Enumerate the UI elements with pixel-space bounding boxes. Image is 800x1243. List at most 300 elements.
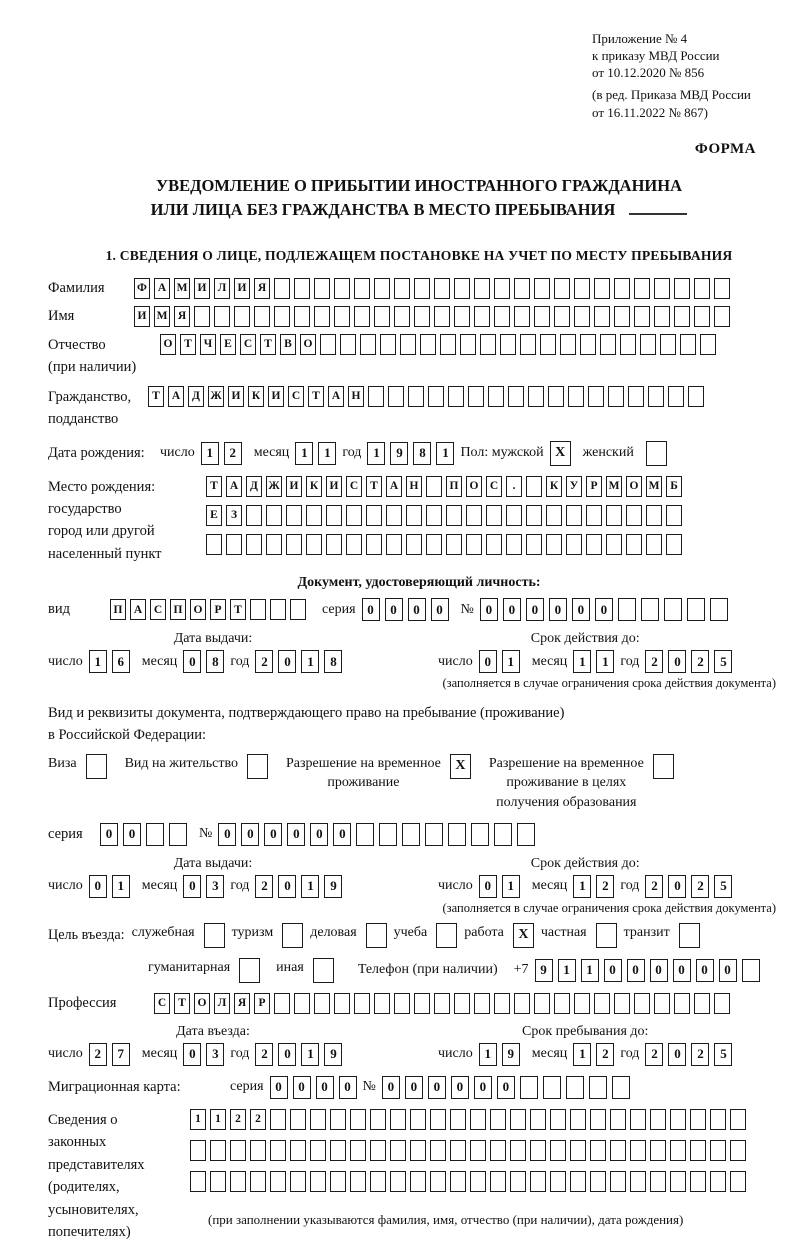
form-cell-filled[interactable]: . bbox=[506, 476, 522, 497]
form-cell-empty[interactable] bbox=[434, 278, 450, 299]
form-cell-filled[interactable]: 3 bbox=[206, 1043, 224, 1066]
form-cell-empty[interactable] bbox=[370, 1109, 386, 1130]
form-cell-empty[interactable] bbox=[214, 306, 230, 327]
form-cell-empty[interactable] bbox=[640, 334, 656, 355]
form-cell-filled[interactable]: И bbox=[326, 476, 342, 497]
form-cell-filled[interactable]: А bbox=[168, 386, 184, 407]
form-cell-empty[interactable] bbox=[508, 386, 524, 407]
form-cell-empty[interactable] bbox=[370, 1171, 386, 1192]
form-cell-empty[interactable] bbox=[426, 476, 442, 497]
form-cell-filled[interactable]: И bbox=[134, 306, 150, 327]
form-cell-filled[interactable]: 0 bbox=[474, 1076, 492, 1099]
other-purpose-checkbox[interactable] bbox=[313, 958, 334, 983]
form-cell-empty[interactable] bbox=[526, 505, 542, 526]
form-cell-empty[interactable] bbox=[694, 306, 710, 327]
form-cell-empty[interactable] bbox=[546, 534, 562, 555]
form-cell-empty[interactable] bbox=[554, 993, 570, 1014]
official-checkbox[interactable] bbox=[204, 923, 225, 948]
form-cell-filled[interactable]: 9 bbox=[324, 1043, 342, 1066]
form-cell-filled[interactable]: А bbox=[154, 278, 170, 299]
form-cell-filled[interactable]: О bbox=[160, 334, 176, 355]
form-cell-empty[interactable] bbox=[674, 278, 690, 299]
tourism-checkbox[interactable] bbox=[282, 923, 303, 948]
form-cell-empty[interactable] bbox=[226, 534, 242, 555]
form-cell-empty[interactable] bbox=[446, 505, 462, 526]
form-cell-filled[interactable]: 0 bbox=[405, 1076, 423, 1099]
form-cell-filled[interactable]: Т bbox=[260, 334, 276, 355]
form-cell-filled[interactable]: 0 bbox=[264, 823, 282, 846]
form-cell-empty[interactable] bbox=[606, 505, 622, 526]
form-cell-empty[interactable] bbox=[394, 278, 410, 299]
form-cell-empty[interactable] bbox=[466, 534, 482, 555]
form-cell-filled[interactable]: Т bbox=[180, 334, 196, 355]
residence-permit-checkbox[interactable] bbox=[247, 754, 268, 779]
form-cell-filled[interactable]: П bbox=[170, 599, 186, 620]
form-cell-filled[interactable]: 1 bbox=[502, 875, 520, 898]
form-cell-filled[interactable]: 1 bbox=[190, 1109, 206, 1130]
private-checkbox[interactable] bbox=[596, 923, 617, 948]
form-cell-empty[interactable] bbox=[594, 306, 610, 327]
form-cell-empty[interactable] bbox=[628, 386, 644, 407]
form-cell-empty[interactable] bbox=[282, 923, 303, 948]
form-cell-empty[interactable] bbox=[470, 1140, 486, 1161]
form-cell-empty[interactable] bbox=[654, 306, 670, 327]
form-cell-empty[interactable] bbox=[534, 306, 550, 327]
form-cell-filled[interactable]: К bbox=[306, 476, 322, 497]
form-cell-filled[interactable]: 5 bbox=[714, 650, 732, 673]
form-cell-empty[interactable] bbox=[454, 993, 470, 1014]
form-cell-empty[interactable] bbox=[634, 306, 650, 327]
form-cell-empty[interactable] bbox=[414, 278, 430, 299]
form-cell-empty[interactable] bbox=[274, 993, 290, 1014]
form-cell-filled[interactable]: 0 bbox=[278, 875, 296, 898]
form-cell-empty[interactable] bbox=[550, 1109, 566, 1130]
form-cell-filled[interactable]: М bbox=[646, 476, 662, 497]
form-cell-empty[interactable] bbox=[494, 306, 510, 327]
form-cell-filled[interactable]: Т bbox=[174, 993, 190, 1014]
form-cell-empty[interactable] bbox=[580, 334, 596, 355]
form-cell-filled[interactable]: 1 bbox=[301, 650, 319, 673]
form-cell-filled[interactable]: 0 bbox=[480, 598, 498, 621]
form-cell-filled[interactable]: 2 bbox=[255, 1043, 273, 1066]
form-cell-empty[interactable] bbox=[714, 993, 730, 1014]
form-cell-empty[interactable] bbox=[610, 1171, 626, 1192]
form-cell-empty[interactable] bbox=[646, 441, 667, 466]
form-cell-filled[interactable]: Т bbox=[308, 386, 324, 407]
form-cell-filled[interactable]: 0 bbox=[287, 823, 305, 846]
form-cell-empty[interactable] bbox=[430, 1109, 446, 1130]
form-cell-filled[interactable]: 8 bbox=[324, 650, 342, 673]
form-cell-filled[interactable]: 0 bbox=[183, 650, 201, 673]
form-cell-empty[interactable] bbox=[690, 1171, 706, 1192]
form-cell-empty[interactable] bbox=[310, 1109, 326, 1130]
form-cell-empty[interactable] bbox=[400, 334, 416, 355]
form-cell-empty[interactable] bbox=[194, 306, 210, 327]
form-cell-empty[interactable] bbox=[594, 993, 610, 1014]
form-cell-empty[interactable] bbox=[543, 1076, 561, 1099]
form-cell-empty[interactable] bbox=[586, 505, 602, 526]
form-cell-empty[interactable] bbox=[390, 1140, 406, 1161]
form-cell-empty[interactable] bbox=[546, 505, 562, 526]
form-cell-empty[interactable] bbox=[426, 534, 442, 555]
form-cell-empty[interactable] bbox=[634, 278, 650, 299]
form-cell-filled[interactable]: Б bbox=[666, 476, 682, 497]
form-cell-empty[interactable] bbox=[687, 598, 705, 621]
form-cell-empty[interactable] bbox=[430, 1140, 446, 1161]
form-cell-filled[interactable]: 2 bbox=[596, 1043, 614, 1066]
form-cell-empty[interactable] bbox=[254, 306, 270, 327]
form-cell-filled[interactable]: 0 bbox=[385, 598, 403, 621]
form-cell-empty[interactable] bbox=[486, 505, 502, 526]
form-cell-empty[interactable] bbox=[510, 1109, 526, 1130]
form-cell-empty[interactable] bbox=[742, 959, 760, 982]
form-cell-filled[interactable]: К bbox=[248, 386, 264, 407]
form-cell-empty[interactable] bbox=[448, 823, 466, 846]
form-cell-filled[interactable]: 6 bbox=[112, 650, 130, 673]
form-cell-filled[interactable]: А bbox=[226, 476, 242, 497]
form-cell-empty[interactable] bbox=[648, 386, 664, 407]
form-cell-empty[interactable] bbox=[660, 334, 676, 355]
form-cell-empty[interactable] bbox=[394, 993, 410, 1014]
form-cell-filled[interactable]: 0 bbox=[719, 959, 737, 982]
form-cell-empty[interactable] bbox=[366, 534, 382, 555]
form-cell-empty[interactable] bbox=[680, 334, 696, 355]
form-cell-filled[interactable]: А bbox=[386, 476, 402, 497]
form-cell-empty[interactable] bbox=[506, 505, 522, 526]
form-cell-filled[interactable]: 0 bbox=[604, 959, 622, 982]
form-cell-empty[interactable] bbox=[310, 1140, 326, 1161]
form-cell-filled[interactable]: А bbox=[328, 386, 344, 407]
form-cell-filled[interactable]: 0 bbox=[241, 823, 259, 846]
form-cell-empty[interactable] bbox=[570, 1140, 586, 1161]
form-cell-empty[interactable] bbox=[666, 505, 682, 526]
form-cell-filled[interactable]: 0 bbox=[100, 823, 118, 846]
form-cell-filled[interactable]: А bbox=[130, 599, 146, 620]
form-cell-empty[interactable] bbox=[548, 386, 564, 407]
form-cell-empty[interactable] bbox=[450, 1140, 466, 1161]
form-cell-empty[interactable] bbox=[386, 534, 402, 555]
form-cell-empty[interactable] bbox=[554, 278, 570, 299]
form-cell-empty[interactable] bbox=[374, 306, 390, 327]
sex-female-checkbox[interactable] bbox=[646, 441, 667, 466]
form-cell-empty[interactable] bbox=[566, 1076, 584, 1099]
sex-male-checkbox[interactable] bbox=[550, 441, 571, 466]
form-cell-empty[interactable] bbox=[574, 306, 590, 327]
form-cell-empty[interactable] bbox=[653, 754, 674, 779]
form-cell-empty[interactable] bbox=[290, 1109, 306, 1130]
form-cell-filled[interactable]: Т bbox=[230, 599, 246, 620]
form-cell-empty[interactable] bbox=[466, 505, 482, 526]
form-cell-empty[interactable] bbox=[488, 386, 504, 407]
form-cell-filled[interactable]: 0 bbox=[293, 1076, 311, 1099]
form-cell-empty[interactable] bbox=[274, 306, 290, 327]
form-cell-empty[interactable] bbox=[206, 534, 222, 555]
form-cell-empty[interactable] bbox=[610, 1140, 626, 1161]
form-cell-filled[interactable]: Л bbox=[214, 278, 230, 299]
form-cell-empty[interactable] bbox=[730, 1171, 746, 1192]
form-cell-empty[interactable] bbox=[146, 823, 164, 846]
form-cell-empty[interactable] bbox=[430, 1171, 446, 1192]
form-cell-filled[interactable]: В bbox=[280, 334, 296, 355]
form-cell-empty[interactable] bbox=[570, 1171, 586, 1192]
form-cell-filled[interactable]: 1 bbox=[479, 1043, 497, 1066]
form-cell-empty[interactable] bbox=[694, 278, 710, 299]
form-cell-empty[interactable] bbox=[290, 1171, 306, 1192]
form-cell-empty[interactable] bbox=[334, 993, 350, 1014]
form-cell-filled[interactable]: 2 bbox=[250, 1109, 266, 1130]
form-cell-filled[interactable]: О bbox=[194, 993, 210, 1014]
form-cell-empty[interactable] bbox=[294, 306, 310, 327]
form-cell-filled[interactable]: С bbox=[346, 476, 362, 497]
form-cell-filled[interactable]: 2 bbox=[691, 1043, 709, 1066]
form-cell-filled[interactable]: 0 bbox=[123, 823, 141, 846]
form-cell-filled[interactable]: 1 bbox=[436, 442, 454, 465]
form-cell-empty[interactable] bbox=[606, 534, 622, 555]
form-cell-empty[interactable] bbox=[550, 1140, 566, 1161]
form-cell-empty[interactable] bbox=[670, 1171, 686, 1192]
form-cell-filled[interactable]: Н bbox=[348, 386, 364, 407]
form-cell-empty[interactable] bbox=[590, 1171, 606, 1192]
form-cell-empty[interactable] bbox=[428, 386, 444, 407]
form-cell-empty[interactable] bbox=[366, 505, 382, 526]
form-cell-empty[interactable] bbox=[350, 1140, 366, 1161]
form-cell-filled[interactable]: 0 bbox=[89, 875, 107, 898]
form-cell-filled[interactable]: Ж bbox=[266, 476, 282, 497]
form-cell-empty[interactable] bbox=[190, 1171, 206, 1192]
temp-residence-checkbox[interactable] bbox=[450, 754, 471, 779]
form-cell-empty[interactable] bbox=[314, 993, 330, 1014]
form-cell-filled[interactable]: 0 bbox=[673, 959, 691, 982]
form-cell-filled[interactable]: И bbox=[268, 386, 284, 407]
form-cell-filled[interactable]: 5 bbox=[714, 1043, 732, 1066]
form-cell-empty[interactable] bbox=[730, 1140, 746, 1161]
form-cell-empty[interactable] bbox=[313, 958, 334, 983]
form-cell-empty[interactable] bbox=[520, 334, 536, 355]
form-cell-filled[interactable]: 1 bbox=[210, 1109, 226, 1130]
form-cell-filled[interactable]: 1 bbox=[301, 875, 319, 898]
form-cell-empty[interactable] bbox=[540, 334, 556, 355]
form-cell-empty[interactable] bbox=[574, 278, 590, 299]
form-cell-filled[interactable]: 0 bbox=[339, 1076, 357, 1099]
form-cell-empty[interactable] bbox=[506, 534, 522, 555]
form-cell-filled[interactable]: 2 bbox=[255, 875, 273, 898]
form-cell-filled[interactable]: Н bbox=[406, 476, 422, 497]
form-cell-empty[interactable] bbox=[330, 1171, 346, 1192]
form-cell-filled[interactable]: 0 bbox=[278, 1043, 296, 1066]
form-cell-empty[interactable] bbox=[630, 1109, 646, 1130]
form-cell-filled[interactable]: Е bbox=[220, 334, 236, 355]
form-cell-filled[interactable]: И bbox=[286, 476, 302, 497]
form-cell-filled[interactable]: Е bbox=[206, 505, 222, 526]
form-cell-empty[interactable] bbox=[370, 1140, 386, 1161]
form-cell-empty[interactable] bbox=[440, 334, 456, 355]
form-cell-filled[interactable]: К bbox=[546, 476, 562, 497]
form-cell-empty[interactable] bbox=[650, 1109, 666, 1130]
form-cell-empty[interactable] bbox=[650, 1140, 666, 1161]
form-cell-empty[interactable] bbox=[368, 386, 384, 407]
form-cell-empty[interactable] bbox=[490, 1171, 506, 1192]
form-cell-empty[interactable] bbox=[630, 1171, 646, 1192]
form-cell-empty[interactable] bbox=[239, 958, 260, 983]
form-cell-empty[interactable] bbox=[588, 386, 604, 407]
form-cell-filled[interactable]: И bbox=[228, 386, 244, 407]
form-cell-filled[interactable]: X bbox=[450, 754, 471, 779]
form-cell-empty[interactable] bbox=[626, 534, 642, 555]
form-cell-empty[interactable] bbox=[566, 505, 582, 526]
form-cell-empty[interactable] bbox=[246, 505, 262, 526]
form-cell-empty[interactable] bbox=[530, 1109, 546, 1130]
form-cell-empty[interactable] bbox=[454, 306, 470, 327]
form-cell-empty[interactable] bbox=[668, 386, 684, 407]
form-cell-empty[interactable] bbox=[326, 534, 342, 555]
form-cell-empty[interactable] bbox=[618, 598, 636, 621]
form-cell-filled[interactable]: 1 bbox=[573, 650, 591, 673]
form-cell-empty[interactable] bbox=[674, 306, 690, 327]
form-cell-empty[interactable] bbox=[568, 386, 584, 407]
form-cell-filled[interactable]: 1 bbox=[301, 1043, 319, 1066]
form-cell-filled[interactable]: 8 bbox=[206, 650, 224, 673]
form-cell-empty[interactable] bbox=[614, 278, 630, 299]
form-cell-filled[interactable]: Я bbox=[254, 278, 270, 299]
form-cell-filled[interactable]: 7 bbox=[112, 1043, 130, 1066]
form-cell-filled[interactable]: Ч bbox=[200, 334, 216, 355]
form-cell-empty[interactable] bbox=[270, 1140, 286, 1161]
form-cell-empty[interactable] bbox=[270, 599, 286, 620]
form-cell-empty[interactable] bbox=[190, 1140, 206, 1161]
form-cell-empty[interactable] bbox=[434, 306, 450, 327]
form-cell-empty[interactable] bbox=[520, 1076, 538, 1099]
form-cell-empty[interactable] bbox=[354, 278, 370, 299]
form-cell-empty[interactable] bbox=[474, 993, 490, 1014]
form-cell-empty[interactable] bbox=[326, 505, 342, 526]
form-cell-filled[interactable]: М bbox=[606, 476, 622, 497]
form-cell-empty[interactable] bbox=[374, 278, 390, 299]
form-cell-empty[interactable] bbox=[386, 505, 402, 526]
form-cell-empty[interactable] bbox=[380, 334, 396, 355]
form-cell-empty[interactable] bbox=[346, 505, 362, 526]
form-cell-empty[interactable] bbox=[526, 476, 542, 497]
form-cell-empty[interactable] bbox=[460, 334, 476, 355]
form-cell-filled[interactable]: 0 bbox=[270, 1076, 288, 1099]
form-cell-empty[interactable] bbox=[514, 993, 530, 1014]
form-cell-empty[interactable] bbox=[250, 1140, 266, 1161]
form-cell-empty[interactable] bbox=[406, 505, 422, 526]
form-cell-filled[interactable]: Р bbox=[586, 476, 602, 497]
form-cell-empty[interactable] bbox=[534, 993, 550, 1014]
form-cell-empty[interactable] bbox=[410, 1140, 426, 1161]
form-cell-empty[interactable] bbox=[354, 306, 370, 327]
form-cell-empty[interactable] bbox=[494, 278, 510, 299]
form-cell-empty[interactable] bbox=[408, 386, 424, 407]
form-cell-empty[interactable] bbox=[714, 306, 730, 327]
form-cell-empty[interactable] bbox=[390, 1171, 406, 1192]
form-cell-empty[interactable] bbox=[306, 534, 322, 555]
form-cell-filled[interactable]: 0 bbox=[431, 598, 449, 621]
form-cell-empty[interactable] bbox=[270, 1171, 286, 1192]
form-cell-filled[interactable]: П bbox=[110, 599, 126, 620]
form-cell-filled[interactable]: Т bbox=[366, 476, 382, 497]
form-cell-empty[interactable] bbox=[474, 306, 490, 327]
form-cell-empty[interactable] bbox=[646, 505, 662, 526]
form-cell-filled[interactable]: Ф bbox=[134, 278, 150, 299]
form-cell-filled[interactable]: С bbox=[240, 334, 256, 355]
form-cell-filled[interactable]: Р bbox=[254, 993, 270, 1014]
form-cell-filled[interactable]: 0 bbox=[650, 959, 668, 982]
form-cell-filled[interactable]: У bbox=[566, 476, 582, 497]
form-cell-empty[interactable] bbox=[530, 1140, 546, 1161]
form-cell-empty[interactable] bbox=[650, 1171, 666, 1192]
form-cell-filled[interactable]: 0 bbox=[668, 875, 686, 898]
work-checkbox[interactable] bbox=[513, 923, 534, 948]
form-cell-filled[interactable]: Л bbox=[214, 993, 230, 1014]
form-cell-empty[interactable] bbox=[474, 278, 490, 299]
form-cell-empty[interactable] bbox=[690, 1109, 706, 1130]
form-cell-empty[interactable] bbox=[688, 386, 704, 407]
form-cell-empty[interactable] bbox=[612, 1076, 630, 1099]
form-cell-filled[interactable]: 9 bbox=[390, 442, 408, 465]
form-cell-filled[interactable]: О bbox=[300, 334, 316, 355]
form-cell-filled[interactable]: С bbox=[486, 476, 502, 497]
form-cell-empty[interactable] bbox=[310, 1171, 326, 1192]
form-cell-filled[interactable]: 1 bbox=[367, 442, 385, 465]
form-cell-empty[interactable] bbox=[234, 306, 250, 327]
form-cell-filled[interactable]: X bbox=[550, 441, 571, 466]
form-cell-empty[interactable] bbox=[360, 334, 376, 355]
form-cell-empty[interactable] bbox=[247, 754, 268, 779]
form-cell-filled[interactable]: 1 bbox=[89, 650, 107, 673]
form-cell-filled[interactable]: 1 bbox=[558, 959, 576, 982]
form-cell-filled[interactable]: 2 bbox=[255, 650, 273, 673]
form-cell-empty[interactable] bbox=[710, 1140, 726, 1161]
form-cell-empty[interactable] bbox=[630, 1140, 646, 1161]
form-cell-filled[interactable]: 9 bbox=[535, 959, 553, 982]
form-cell-filled[interactable]: 1 bbox=[502, 650, 520, 673]
form-cell-empty[interactable] bbox=[670, 1109, 686, 1130]
form-cell-filled[interactable]: 0 bbox=[479, 650, 497, 673]
form-cell-empty[interactable] bbox=[514, 278, 530, 299]
form-cell-empty[interactable] bbox=[590, 1109, 606, 1130]
form-cell-empty[interactable] bbox=[694, 993, 710, 1014]
form-cell-empty[interactable] bbox=[710, 598, 728, 621]
form-cell-empty[interactable] bbox=[334, 278, 350, 299]
form-cell-empty[interactable] bbox=[514, 306, 530, 327]
form-cell-filled[interactable]: 0 bbox=[362, 598, 380, 621]
form-cell-empty[interactable] bbox=[608, 386, 624, 407]
form-cell-empty[interactable] bbox=[250, 599, 266, 620]
form-cell-empty[interactable] bbox=[250, 1171, 266, 1192]
form-cell-filled[interactable]: Р bbox=[210, 599, 226, 620]
form-cell-empty[interactable] bbox=[510, 1171, 526, 1192]
form-cell-empty[interactable] bbox=[470, 1171, 486, 1192]
form-cell-empty[interactable] bbox=[690, 1140, 706, 1161]
form-cell-empty[interactable] bbox=[570, 1109, 586, 1130]
form-cell-filled[interactable]: 0 bbox=[218, 823, 236, 846]
study-checkbox[interactable] bbox=[436, 923, 457, 948]
form-cell-filled[interactable]: 1 bbox=[573, 875, 591, 898]
form-cell-filled[interactable]: 9 bbox=[502, 1043, 520, 1066]
form-cell-empty[interactable] bbox=[274, 278, 290, 299]
form-cell-filled[interactable]: 0 bbox=[668, 650, 686, 673]
form-cell-filled[interactable]: Д bbox=[246, 476, 262, 497]
form-cell-filled[interactable]: 5 bbox=[714, 875, 732, 898]
form-cell-empty[interactable] bbox=[394, 306, 410, 327]
form-cell-filled[interactable]: 1 bbox=[318, 442, 336, 465]
form-cell-filled[interactable]: Т bbox=[206, 476, 222, 497]
form-cell-empty[interactable] bbox=[614, 306, 630, 327]
form-cell-filled[interactable]: 0 bbox=[428, 1076, 446, 1099]
form-cell-empty[interactable] bbox=[210, 1171, 226, 1192]
form-cell-filled[interactable]: 9 bbox=[324, 875, 342, 898]
